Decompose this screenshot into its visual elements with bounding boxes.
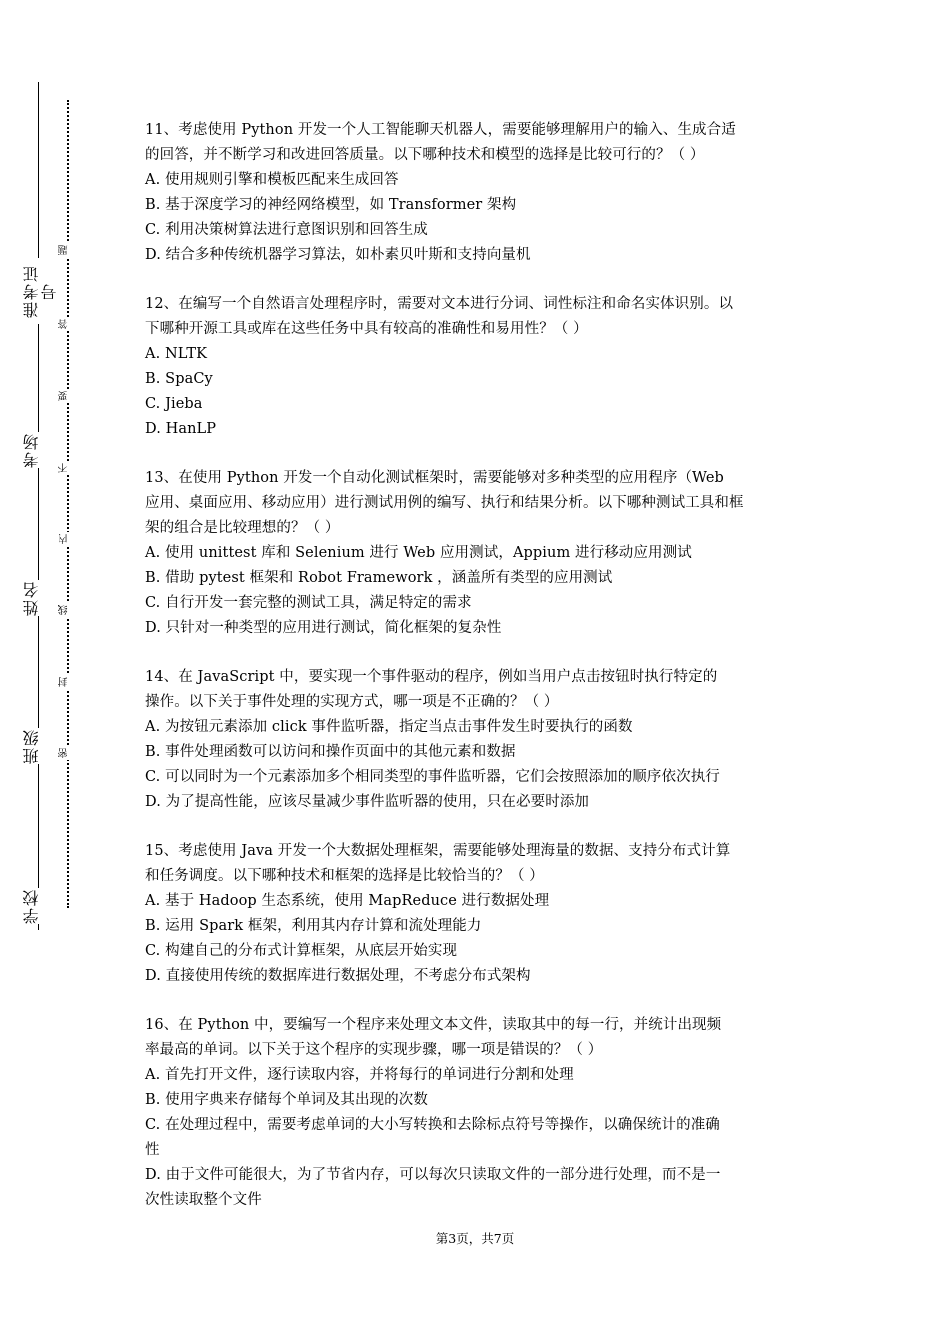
option-c: C. 在处理过程中，需要考虑单词的大小写转换和去除标点符号等操作，以确保统计的准确 — [145, 1117, 720, 1133]
seal-char-feng: 封 — [59, 675, 75, 689]
option-c: C. 构建自己的分布式计算框架，从底层开始实现 — [145, 943, 458, 959]
option-d-continued: 次性读取整个文件 — [145, 1192, 262, 1208]
question-stem: 的回答，并不断学习和改进回答质量。以下哪种技术和模型的选择是比较可行的？（ ） — [145, 147, 705, 163]
seal-dotted-line — [67, 100, 69, 908]
option-b: B. 基于深度学习的神经网络模型，如 Transformer 架构 — [145, 197, 517, 213]
field-exam-room: 考场 — [23, 432, 53, 468]
option-c: C. 利用决策树算法进行意图识别和回答生成 — [145, 222, 428, 238]
option-a: A. 首先打开文件，逐行读取内容，并将每行的单词进行分割和处理 — [145, 1067, 574, 1083]
question-stem: 14、在 JavaScript 中，要实现一个事件驱动的程序，例如当用户点击按钮时执行特定的 — [145, 669, 718, 685]
option-b: B. 运用 Spark 框架，利用其内存计算和流处理能力 — [145, 918, 482, 934]
option-a: A. NLTK — [145, 346, 208, 362]
question-14 — [145, 665, 815, 815]
seal-char-bu: 不 — [59, 461, 75, 475]
option-d: D. 为了提高性能，应该尽量减少事件监听器的使用，只在必要时添加 — [145, 794, 590, 810]
field-school: 学校 — [23, 888, 53, 924]
option-d: D. 只针对一种类型的应用进行测试，简化框架的复杂性 — [145, 620, 502, 636]
question-stem: 16、在 Python 中，要编写一个程序来处理文本文件，读取其中的每一行，并统计出现频 — [145, 1017, 722, 1033]
option-d: D. HanLP — [145, 421, 217, 437]
option-d: D. 结合多种传统机器学习算法，如朴素贝叶斯和支持向量机 — [145, 247, 531, 263]
seal-char-mi: 密 — [59, 746, 75, 760]
question-stem: 15、考虑使用 Java 开发一个大数据处理框架，需要能够处理海量的数据、支持分布式计算 — [145, 843, 731, 859]
question-stem: 率最高的单词。以下关于这个程序的实现步骤，哪一项是错误的？（ ） — [145, 1042, 603, 1058]
option-a: A. 为按钮元素添加 click 事件监听器，指定当点击事件发生时要执行的函数 — [145, 719, 633, 735]
question-stem: 11、考虑使用 Python 开发一个人工智能聊天机器人，需要能够理解用户的输入、生成合适 — [145, 122, 736, 138]
option-d: D. 由于文件可能很大，为了节省内存，可以每次只读取文件的一部分进行处理，而不是一 — [145, 1167, 721, 1183]
option-b: B. SpaCy — [145, 371, 213, 387]
option-c: C. 可以同时为一个元素添加多个相同类型的事件监听器，它们会按照添加的顺序依次执行 — [145, 769, 720, 785]
question-13 — [145, 466, 815, 641]
question-stem: 应用、桌面应用、移动应用）进行测试用例的编写、执行和结果分析。以下哪种测试工具和框 — [145, 495, 744, 511]
seal-char-da: 答 — [59, 317, 75, 331]
seal-char-ti: 题 — [59, 243, 75, 257]
option-a: A. 基于 Hadoop 生态系统，使用 MapReduce 进行数据处理 — [145, 893, 550, 909]
option-a: A. 使用规则引擎和模板匹配来生成回答 — [145, 172, 399, 188]
question-11 — [145, 118, 815, 268]
option-b: B. 事件处理函数可以访问和操作页面中的其他元素和数据 — [145, 744, 516, 760]
option-d: D. 直接使用传统的数据库进行数据处理，不考虑分布式架构 — [145, 968, 531, 984]
option-a: A. 使用 unittest 库和 Selenium 进行 Web 应用测试，Appium 进行移动应用测试 — [145, 545, 692, 561]
option-c-continued: 性 — [145, 1142, 160, 1158]
question-stem: 下哪种开源工具或库在这些任务中具有较高的准确性和易用性？（ ） — [145, 321, 588, 337]
question-16 — [145, 1013, 815, 1213]
question-stem: 12、在编写一个自然语言处理程序时，需要对文本进行分词、词性标注和命名实体识别。以 — [145, 296, 734, 312]
question-stem: 操作。以下关于事件处理的实现方式，哪一项是不正确的？（ ） — [145, 694, 559, 710]
option-c: C. Jieba — [145, 396, 203, 412]
seal-char-yao: 要 — [59, 389, 75, 403]
seal-char-xian: 线 — [59, 603, 75, 617]
question-stem: 架的组合是比较理想的？（ ） — [145, 520, 340, 536]
seal-char-nei: 内 — [59, 532, 75, 546]
binding-solid-line — [38, 82, 39, 930]
option-b: B. 使用字典来存储每个单词及其出现的次数 — [145, 1092, 428, 1108]
question-12 — [145, 292, 815, 442]
question-stem: 13、在使用 Python 开发一个自动化测试框架时，需要能够对多种类型的应用程序（Web — [145, 470, 724, 486]
page-number: 第3页，共7页 — [435, 1231, 515, 1246]
field-name: 姓名 — [23, 580, 53, 616]
field-class: 班级 — [23, 728, 53, 764]
question-15 — [145, 839, 815, 989]
field-exam-number: 准考证号 — [23, 258, 53, 324]
question-stem: 和任务调度。以下哪种技术和框架的选择是比较恰当的？（ ） — [145, 868, 544, 884]
option-b: B. 借助 pytest 框架和 Robot Framework ，涵盖所有类型的应用测试 — [145, 570, 613, 586]
question-list — [145, 118, 815, 1237]
option-c: C. 自行开发一套完整的测试工具，满足特定的需求 — [145, 595, 472, 611]
